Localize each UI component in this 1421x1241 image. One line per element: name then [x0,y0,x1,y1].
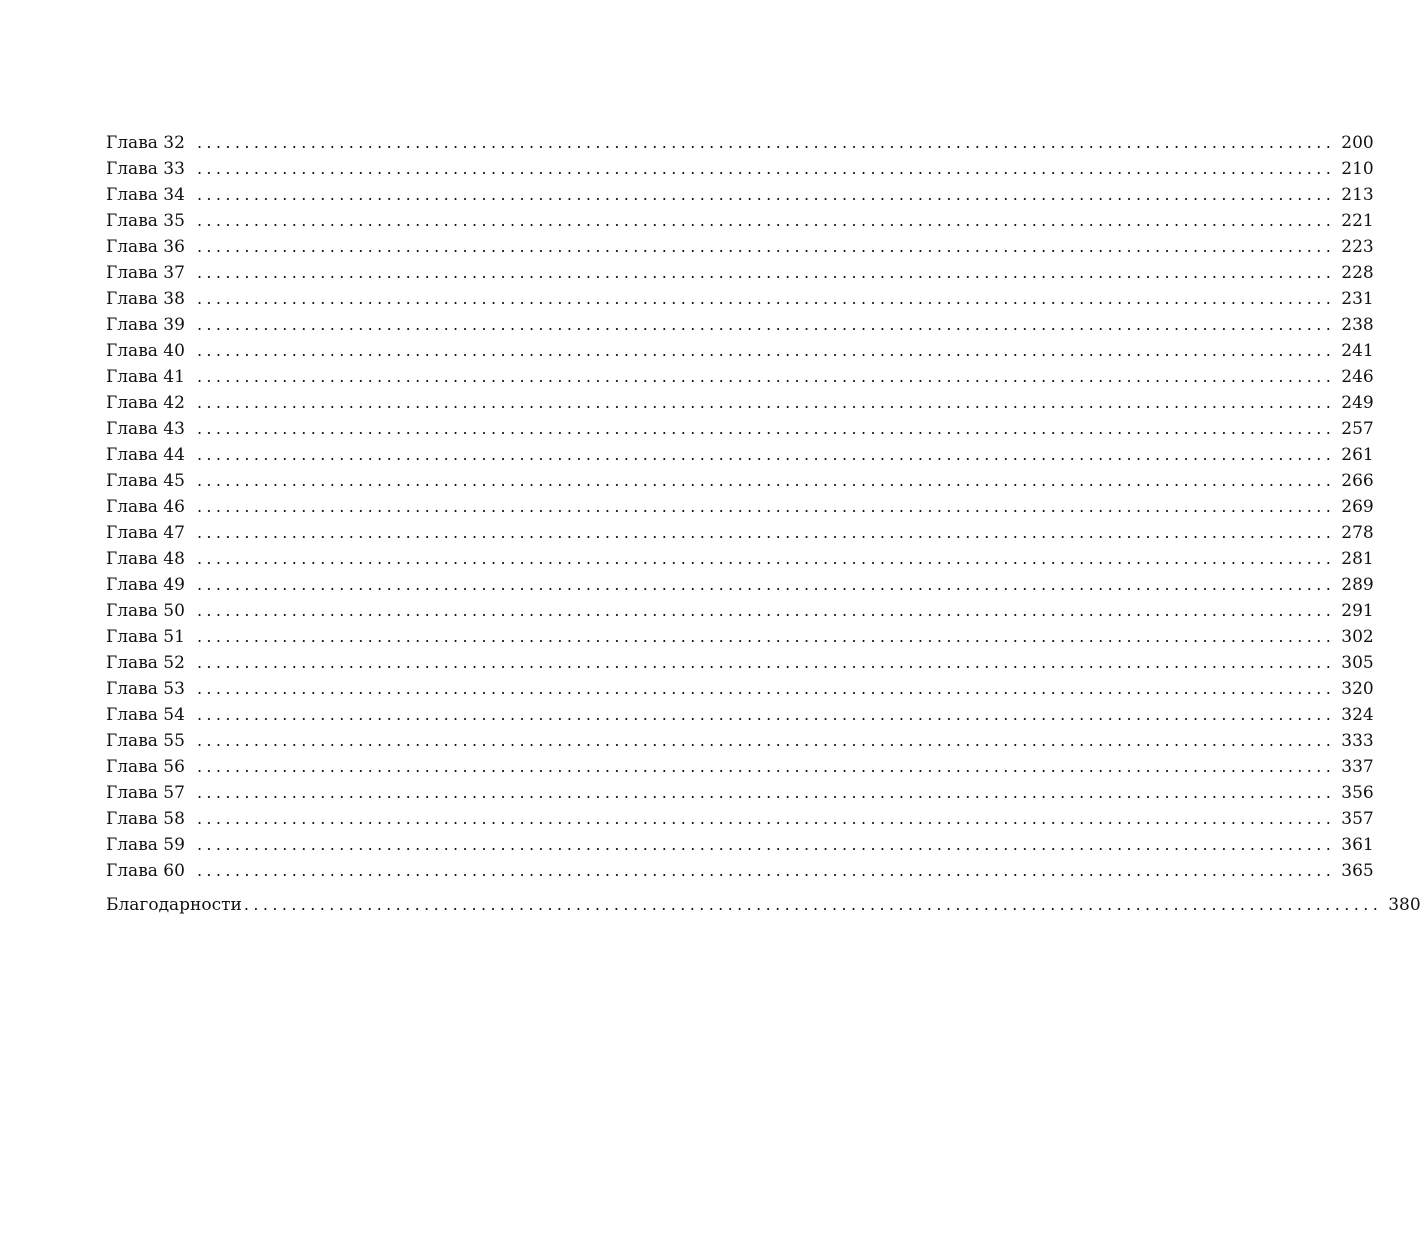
toc-entry-title: Глава 32 [106,133,185,153]
toc-page-number: 221 [1341,211,1374,231]
toc-dot-leader: ........................................................................................................................ [196,237,1336,256]
toc-page-number: 249 [1341,393,1374,413]
table-of-contents [106,130,1421,918]
toc-entry[interactable] [106,546,1374,572]
toc-entry[interactable] [106,832,1374,858]
toc-page-number: 238 [1341,315,1374,335]
toc-entry[interactable] [106,858,1374,884]
toc-entry-title: Глава 57 [106,783,185,803]
toc-page-number: 257 [1341,419,1374,439]
toc-dot-leader: ........................................................................................................................ [196,809,1336,828]
toc-entry-title: Глава 41 [106,367,185,387]
toc-entry[interactable] [106,624,1374,650]
toc-entry[interactable] [106,728,1374,754]
toc-dot-leader: ........................................................................................................................ [196,835,1336,854]
toc-entry[interactable] [106,286,1374,312]
toc-entry-title: Глава 50 [106,601,185,621]
toc-page-number: 228 [1341,263,1374,283]
toc-entry-title: Глава 36 [106,237,185,257]
toc-entry-title: Глава 43 [106,419,185,439]
toc-page-number: 266 [1341,471,1374,491]
toc-entry-title: Глава 45 [106,471,185,491]
toc-dot-leader: ........................................................................................................................ [196,679,1336,698]
toc-dot-leader: ........................................................................................................................ [196,575,1336,594]
toc-dot-leader: ........................................................................................................................ [196,601,1336,620]
toc-entry-title: Глава 35 [106,211,185,231]
toc-entry-title: Глава 55 [106,731,185,751]
toc-dot-leader: ........................................................................................................................ [196,419,1336,438]
toc-entry[interactable] [106,130,1374,156]
toc-entry[interactable] [106,416,1374,442]
toc-dot-leader: ........................................................................................................................ [196,289,1336,308]
toc-entry-title: Глава 58 [106,809,185,829]
toc-page-number: 324 [1341,705,1374,725]
toc-dot-leader: ........................................................................................................................ [196,471,1336,490]
toc-entry[interactable] [106,806,1374,832]
toc-entry-title: Глава 33 [106,159,185,179]
toc-dot-leader: ........................................................................................................................ [243,895,1383,914]
toc-dot-leader: ........................................................................................................................ [196,627,1336,646]
toc-entry-title: Глава 47 [106,523,185,543]
toc-dot-leader: ........................................................................................................................ [196,263,1336,282]
toc-page-number: 365 [1341,861,1374,881]
toc-entry-title: Глава 44 [106,445,185,465]
toc-entry[interactable] [106,468,1374,494]
toc-page-number: 291 [1341,601,1374,621]
toc-page-number: 356 [1341,783,1374,803]
toc-dot-leader: ........................................................................................................................ [196,445,1336,464]
toc-entry[interactable] [106,754,1374,780]
toc-entry-title: Глава 54 [106,705,185,725]
toc-page-number: 361 [1341,835,1374,855]
toc-entry[interactable] [106,390,1374,416]
toc-entry-title: Глава 38 [106,289,185,309]
toc-entry[interactable] [106,598,1374,624]
toc-page-number: 305 [1341,653,1374,673]
toc-dot-leader: ........................................................................................................................ [196,653,1336,672]
toc-dot-leader: ........................................................................................................................ [196,861,1336,880]
toc-page-number: 320 [1341,679,1374,699]
toc-dot-leader: ........................................................................................................................ [196,783,1336,802]
toc-page-number: 213 [1341,185,1374,205]
toc-entry-title: Благодарности [106,895,242,915]
toc-entry-title: Глава 60 [106,861,185,881]
toc-page-number: 302 [1341,627,1374,647]
toc-entry[interactable] [106,234,1374,260]
toc-dot-leader: ........................................................................................................................ [196,185,1336,204]
toc-page-number: 357 [1341,809,1374,829]
toc-entry-title: Глава 46 [106,497,185,517]
toc-dot-leader: ........................................................................................................................ [196,523,1336,542]
toc-page-number: 380 [1388,895,1421,915]
toc-entry-title: Глава 42 [106,393,185,413]
toc-dot-leader: ........................................................................................................................ [196,159,1336,178]
toc-entry[interactable] [106,260,1374,286]
toc-entry-title: Глава 52 [106,653,185,673]
toc-page-number: 289 [1341,575,1374,595]
toc-entry[interactable] [106,702,1374,728]
toc-entry-title: Глава 49 [106,575,185,595]
toc-page-number: 231 [1341,289,1374,309]
toc-entry[interactable] [106,892,1421,918]
toc-entry-title: Глава 34 [106,185,185,205]
toc-entry[interactable] [106,208,1374,234]
toc-entry-title: Глава 51 [106,627,185,647]
toc-dot-leader: ........................................................................................................................ [196,133,1336,152]
toc-page-number: 210 [1341,159,1374,179]
toc-entry[interactable] [106,676,1374,702]
toc-dot-leader: ........................................................................................................................ [196,549,1336,568]
toc-entry[interactable] [106,182,1374,208]
toc-entry[interactable] [106,494,1374,520]
toc-entry[interactable] [106,156,1374,182]
toc-dot-leader: ........................................................................................................................ [196,315,1336,334]
toc-page-number: 269 [1341,497,1374,517]
toc-entry-title: Глава 39 [106,315,185,335]
toc-entry-title: Глава 59 [106,835,185,855]
toc-dot-leader: ........................................................................................................................ [196,393,1336,412]
toc-page-number: 261 [1341,445,1374,465]
toc-dot-leader: ........................................................................................................................ [196,367,1336,386]
toc-page-number: 281 [1341,549,1374,569]
toc-page-number: 333 [1341,731,1374,751]
toc-page-number: 241 [1341,341,1374,361]
toc-entry-title: Глава 48 [106,549,185,569]
toc-entry[interactable] [106,338,1374,364]
toc-page-number: 337 [1341,757,1374,777]
toc-entry[interactable] [106,650,1374,676]
toc-dot-leader: ........................................................................................................................ [196,757,1336,776]
toc-page-number: 246 [1341,367,1374,387]
toc-entry[interactable] [106,442,1374,468]
toc-entry[interactable] [106,572,1374,598]
toc-page-number: 223 [1341,237,1374,257]
toc-entry-title: Глава 56 [106,757,185,777]
toc-dot-leader: ........................................................................................................................ [196,497,1336,516]
toc-dot-leader: ........................................................................................................................ [196,211,1336,230]
toc-entry-title: Глава 53 [106,679,185,699]
toc-dot-leader: ........................................................................................................................ [196,731,1336,750]
toc-page-number: 200 [1341,133,1374,153]
toc-entry[interactable] [106,364,1374,390]
toc-entry[interactable] [106,312,1374,338]
toc-dot-leader: ........................................................................................................................ [196,341,1336,360]
toc-entry[interactable] [106,520,1374,546]
toc-page-number: 278 [1341,523,1374,543]
toc-entry[interactable] [106,780,1374,806]
toc-dot-leader: ........................................................................................................................ [196,705,1336,724]
toc-entry-title: Глава 37 [106,263,185,283]
toc-entry-title: Глава 40 [106,341,185,361]
